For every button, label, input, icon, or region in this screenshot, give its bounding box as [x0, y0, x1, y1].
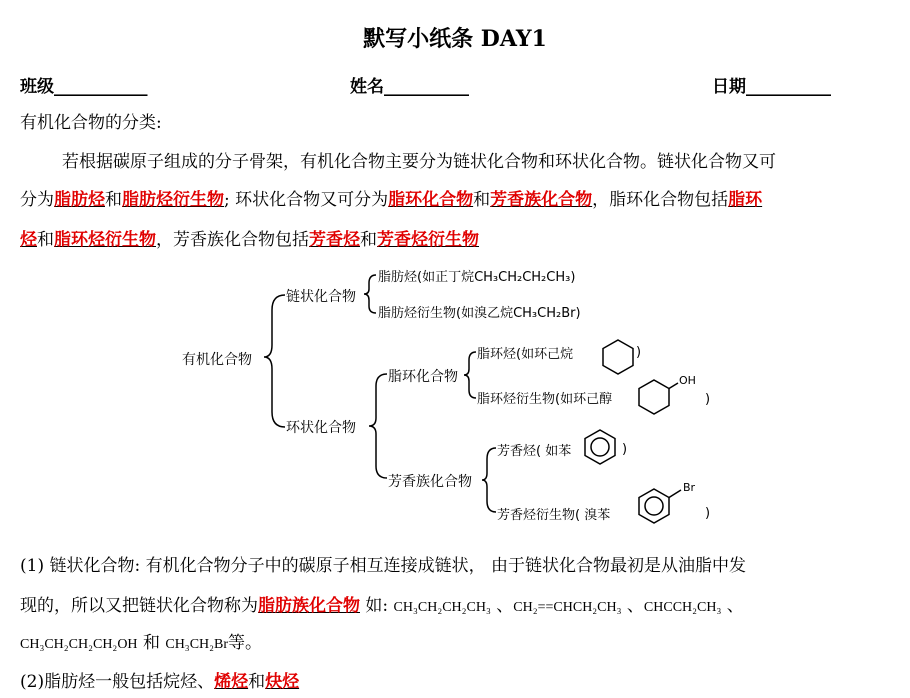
answer-blank: 脂肪烃	[54, 190, 105, 210]
node-aromatic-derivative: 芳香烃衍生物( 溴苯	[497, 508, 611, 523]
node-root: 有机化合物	[182, 352, 252, 368]
para1-text: ，芳香族化合物包括	[156, 230, 309, 250]
page-title: 默写小纸条 DAY1	[363, 26, 547, 52]
answer-blank: 烃	[20, 230, 37, 250]
separator: 、	[496, 596, 514, 616]
para2-text: 现的，所以又把链状化合物称为	[20, 596, 258, 616]
answer-blank: 脂肪烃衍生物	[122, 190, 224, 210]
date-field-label: 日期__________	[712, 77, 831, 97]
node-alicyclic: 脂环化合物	[388, 369, 458, 385]
answer-blank: 脂环	[728, 190, 763, 210]
para1-text: 和	[360, 230, 377, 250]
para2-text: 和	[142, 633, 160, 653]
node-chain: 链状化合物	[286, 289, 356, 305]
class-field-label: 班级___________	[20, 77, 148, 97]
para1-text: 和	[105, 190, 122, 210]
formula: CHCCH₂CH₃	[643, 600, 722, 615]
answer-blank: 芳香烃	[309, 230, 360, 250]
para1-text: ，脂环化合物包括	[592, 190, 729, 210]
para2-text: 如:	[360, 596, 389, 616]
para2-text: 等。	[228, 633, 263, 653]
node-aromatic: 芳香族化合物	[388, 474, 472, 490]
para1-text: ; 环状化合物又可分为	[224, 190, 389, 210]
node-aromatic-hydrocarbon: 芳香烃( 如苯	[497, 444, 572, 459]
para2-line1: (1) 链状化合物: 有机化合物分子中的碳原子相互连接成链状， 由于链状化合物最初是从油脂中发	[20, 556, 747, 576]
answer-blank: 脂环烃衍生物	[54, 230, 156, 250]
answer-blank: 芳香族化合物	[490, 190, 593, 210]
close-paren: )	[622, 442, 628, 457]
para3-text: (2)脂肪烃一般包括烷烃、	[20, 672, 215, 692]
formula: CH₃CH₂CH₂CH₂OH	[20, 637, 138, 652]
node-ring: 环状化合物	[286, 420, 356, 436]
para1-text: 若根据碳原子组成的分子骨架，有机化合物主要分为链状化合物和环状化合物。链状化合物又可	[62, 152, 776, 172]
formula: CH₃CH₂CH₂CH₃	[393, 600, 491, 615]
formula: CH₂==CHCH₂CH₃	[513, 600, 622, 615]
para3-text: 和	[248, 672, 266, 692]
para1-text: 和	[37, 230, 54, 250]
para3-line	[20, 672, 299, 692]
hydroxyl-label: OH	[679, 374, 696, 387]
answer-blank: 脂环化合物	[388, 190, 474, 210]
node-alicyclic-derivative: 脂环烃衍生物(如环己醇	[477, 392, 613, 407]
close-paren: )	[705, 392, 711, 407]
answer-blank: 芳香烃衍生物	[377, 230, 479, 250]
node-alicyclic-hydrocarbon: 脂环烃(如环己烷	[477, 347, 574, 362]
separator: 、	[726, 596, 744, 616]
close-paren: )	[636, 345, 642, 360]
para2-line3	[20, 633, 262, 655]
section-heading: 有机化合物的分类:	[20, 113, 162, 133]
answer-blank: 脂肪族化合物	[258, 596, 360, 616]
para1-text: 分为	[20, 190, 54, 210]
answer-blank: 烯烃	[214, 672, 249, 692]
para2-line2	[20, 596, 744, 618]
node-chain-aliphatic: 脂肪烃(如正丁烷CH₃CH₂CH₂CH₃)	[378, 270, 576, 285]
para1-text: 和	[473, 190, 491, 210]
separator: 、	[626, 596, 644, 616]
node-chain-derivative: 脂肪烃衍生物(如溴乙烷CH₃CH₂Br)	[378, 306, 581, 321]
formula: CH₃CH₂Br	[165, 637, 229, 652]
bromine-label: Br	[683, 481, 696, 494]
close-paren: )	[705, 506, 711, 521]
answer-blank: 炔烃	[265, 672, 300, 692]
name-field-label: 姓名__________	[350, 77, 469, 97]
